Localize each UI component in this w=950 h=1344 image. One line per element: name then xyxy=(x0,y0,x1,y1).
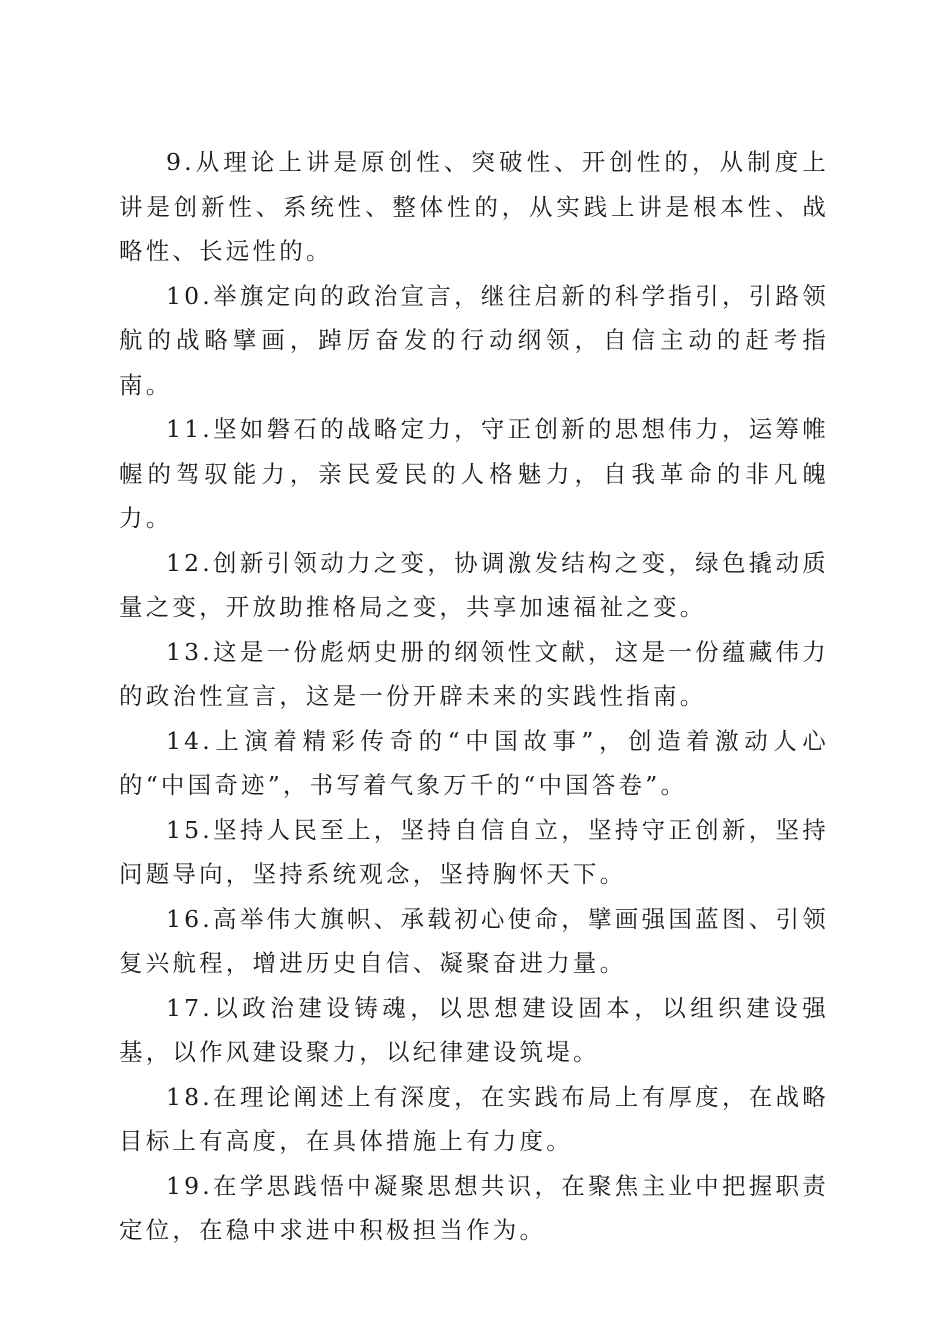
paragraph-11: 11.坚如磐石的战略定力，守正创新的思想伟力，运筹帷幄的驾驭能力，亲民爱民的人格魅力，自我革命的非凡魄力。 xyxy=(119,415,829,532)
paragraph-19: 19.在学思践悟中凝聚思想共识，在聚焦主业中把握职责定位，在稳中求进中积极担当作为。 xyxy=(119,1171,829,1244)
paragraph-14: 14.上演着精彩传奇的“中国故事”，创造着激动人心的“中国奇迹”，书写着气象万千的“中国答卷”。 xyxy=(119,726,829,799)
paragraph-16: 16.高举伟大旗帜、承载初心使命，擘画强国蓝图、引领复兴航程，增进历史自信、凝聚奋进力量。 xyxy=(119,904,829,977)
paragraph-10: 10.举旗定向的政治宣言，继往启新的科学指引，引路领航的战略擘画，踔厉奋发的行动纲领，自信主动的赶考指南。 xyxy=(119,281,829,399)
document-body xyxy=(119,140,829,1253)
paragraph-9: 9.从理论上讲是原创性、突破性、开创性的，从制度上讲是创新性、系统性、整体性的，从实践上讲是根本性、战略性、长远性的。 xyxy=(119,148,829,265)
paragraph-17: 17.以政治建设铸魂，以思想建设固本，以组织建设强基，以作风建设聚力，以纪律建设筑堤。 xyxy=(119,993,829,1066)
paragraph-15: 15.坚持人民至上，坚持自信自立，坚持守正创新，坚持问题导向，坚持系统观念，坚持胸怀天下。 xyxy=(119,815,829,888)
paragraph-18: 18.在理论阐述上有深度，在实践布局上有厚度，在战略目标上有高度，在具体措施上有力度。 xyxy=(119,1082,829,1155)
paragraph-13: 13.这是一份彪炳史册的纲领性文献，这是一份蕴藏伟力的政治性宣言，这是一份开辟未来的实践性指南。 xyxy=(119,637,829,710)
paragraph-12: 12.创新引领动力之变，协调激发结构之变，绿色撬动质量之变，开放助推格局之变，共享加速福祉之变。 xyxy=(119,548,829,621)
